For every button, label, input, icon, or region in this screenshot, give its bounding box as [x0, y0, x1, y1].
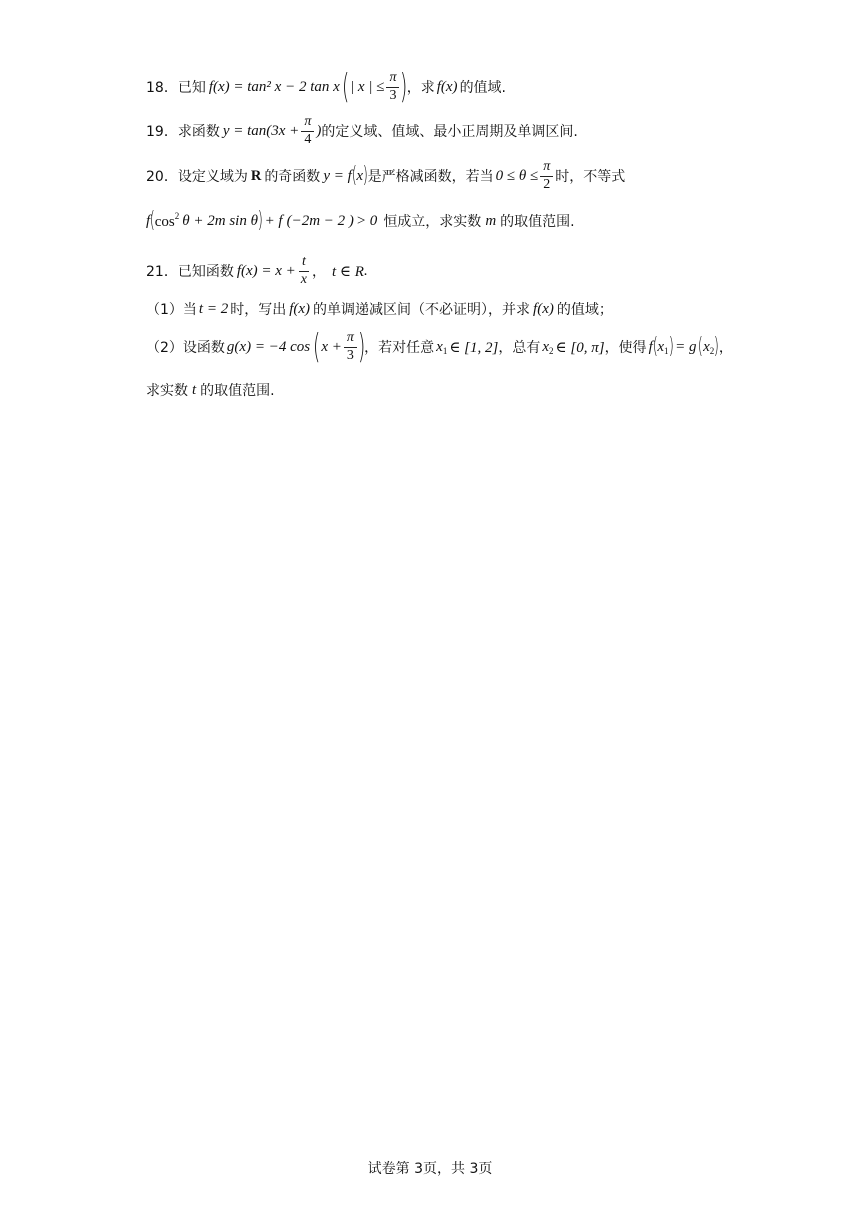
- q21-function-expression: f(x) = x +: [236, 262, 296, 279]
- question-21-part-2: （2）设函数 g(x) = −4 cos ( x + $\frac{\pi}{3}$ ) ，若对任意 $x_1$ ∈ [1, 2] ，总有 $x_2$ ∈ [0, π] ，使得 f ( $x_1$ ) = g ( $x_2$ ) ，: [146, 327, 733, 367]
- q20-pi-over-2: $\frac{\pi}{2}$: [540, 160, 553, 192]
- q18-pi-over-3: $\frac{\pi}{3}$: [386, 71, 399, 103]
- q18-function-expression: f(x) = tan² x − 2 tan x: [208, 78, 340, 95]
- q19-number: 19．: [146, 124, 178, 141]
- q18-number: 18．: [146, 80, 178, 96]
- q20-number: 20．: [146, 169, 178, 186]
- question-21-part-2-continued: 求实数 t 的取值范围.: [146, 381, 275, 399]
- question-20-inequality: f ( $\cos^2$ θ + 2m sin θ ) + f (−2m − 2 ) > 0 恒成立，求实数 m 的取值范围.: [146, 208, 575, 233]
- q19-function-expression: y = tan(3x +: [222, 122, 300, 139]
- q21-pi-over-3: $\frac{\pi}{3}$: [344, 331, 357, 363]
- q21-number: 21．: [146, 264, 178, 281]
- question-21: 21． 已知函数 f(x) = x + $\frac{t}{x}$ ， t ∈ R .: [146, 254, 368, 287]
- page-footer: 试卷第 3页，共 3页: [367, 1161, 493, 1177]
- question-21-part-1: （1）当 t = 2 时，写出 f(x) 的单调递减区间（不必证明），并求 f(x) 的值域；: [146, 300, 613, 318]
- question-20: 20． 设定义域为 R 的奇函数 y = f ( x ) 是严格减函数，若当 0 ≤ θ ≤ $\frac{\pi}{2}$ 时，不等式: [146, 159, 626, 192]
- q21-t-over-x: $\frac{t}{x}$: [300, 254, 308, 287]
- question-19: 19． 求函数 y = tan(3x + $\frac{\pi}{4}$ ) 的定义域、值域、最小正周期及单调区间.: [146, 114, 578, 147]
- q19-pi-over-4: $\frac{\pi}{4}$: [301, 115, 314, 147]
- question-18: 18． 已知 f(x) = tan² x − 2 tan x ( | x | ≤ $\frac{\pi}{3}$ ) ，求 f(x) 的值域.: [146, 67, 507, 107]
